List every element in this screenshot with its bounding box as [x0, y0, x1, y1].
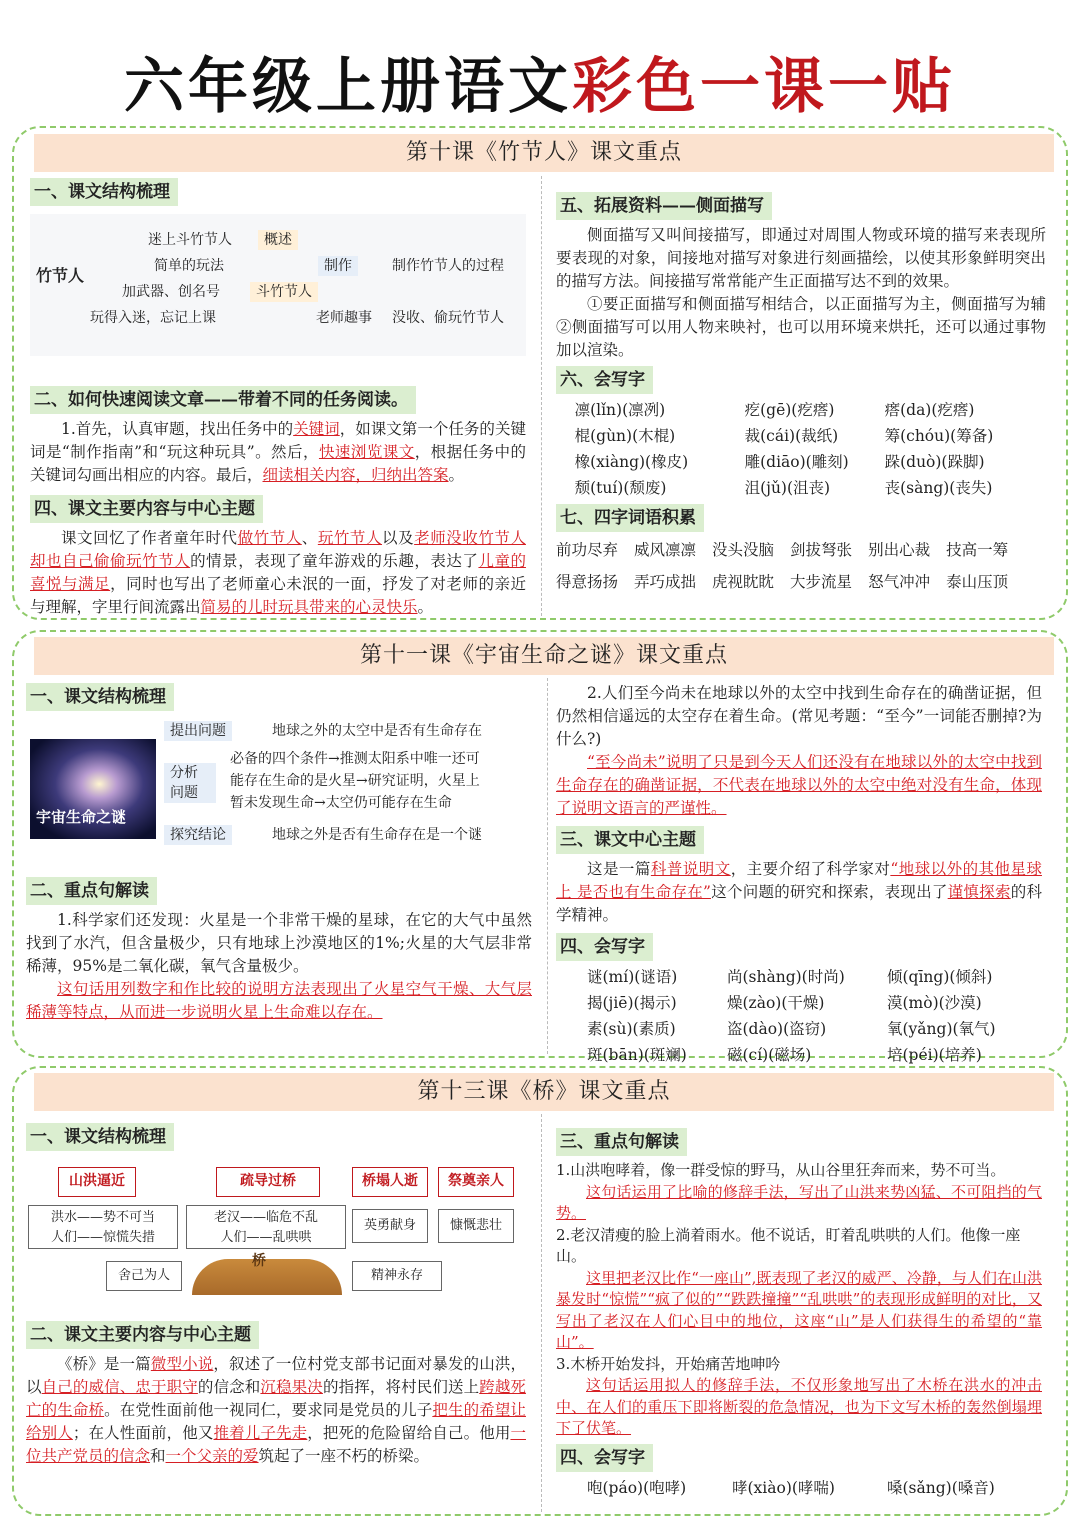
text: 盗(dào)(盗窃)	[727, 1020, 827, 1038]
sentence: 2.老汉清瘦的脸上淌着雨水。他不说话，盯着乱哄哄的人们。他像一座山。	[556, 1225, 1021, 1265]
text: 六年级上册语文	[124, 52, 572, 122]
text: 做竹节人	[237, 529, 302, 547]
text: 推着儿子先走	[213, 1424, 308, 1442]
text: 关键词	[293, 420, 340, 438]
diagram-node: 迷上斗竹节人	[148, 232, 232, 248]
galaxy-caption: 宇宙生命之谜	[36, 808, 127, 826]
section-heading: 六、会写字	[556, 366, 653, 394]
text: 凛(lǐn)(凛冽)	[574, 401, 666, 419]
text: 的信念和	[197, 1378, 261, 1396]
diagram-box: 山洪逼近	[58, 1167, 136, 1197]
diagram-node: 暂未发现生命→太空仍可能存在生命	[230, 795, 452, 811]
text: 跨越死亡的生命桥	[26, 1378, 526, 1419]
text: 和	[150, 1447, 166, 1465]
text: 揭(jiē)(揭示)	[587, 994, 677, 1012]
lesson13-left	[26, 1121, 526, 1468]
lesson11-left	[26, 681, 532, 1024]
diagram-node: 加武器、创名号	[122, 284, 220, 300]
text: 素(sù)(素质)	[587, 1020, 676, 1038]
section-heading: 一、课文结构梳理	[26, 1123, 174, 1151]
diagram-node: 简单的玩法	[154, 258, 224, 274]
lesson11-banner: 第十一课《宇宙生命之谜》课文重点	[34, 637, 1054, 675]
diagram-box: 慷慨悲壮	[438, 1209, 514, 1243]
diagram-node: 地球之外是否有生命存在是一个谜	[272, 827, 482, 843]
text: 。	[448, 466, 465, 484]
section-heading: 四、课文主要内容与中心主题	[30, 495, 263, 523]
paragraph	[556, 858, 1042, 927]
diagram-box	[28, 1205, 178, 1249]
text: 跺(duò)(跺脚)	[884, 453, 985, 471]
paragraph-red: 这句话用列数字和作比较的说明方法表现出了火星空气干燥、大气层稀薄等特点，从而进一步说明火星上生命难以存在。	[26, 980, 532, 1021]
layout-block	[541, 1114, 542, 1512]
text: 课文回忆了作者童年时代	[61, 529, 238, 547]
text: 培(péi)(培养)	[887, 1046, 982, 1064]
idiom-list	[556, 536, 1046, 596]
diagram-box: 桥塌人逝	[352, 1167, 428, 1197]
diagram-tag: 概述	[258, 230, 298, 250]
text: 弄巧成拙	[634, 573, 697, 591]
paragraph	[30, 527, 526, 619]
lesson10-banner: 第十课《竹节人》课文重点	[34, 134, 1054, 172]
text: 棍(gùn)(木棍)	[574, 427, 676, 445]
diagram-root: 竹节人	[36, 266, 85, 285]
diagram-box: 疏导过桥	[216, 1167, 320, 1197]
text: 洪水——势不可当	[50, 1210, 155, 1225]
text: 哮(xiào)(哮喘)	[732, 1478, 835, 1497]
section-heading: 四、会写字	[556, 933, 653, 961]
text: 细读相关内容，归纳出答案	[262, 466, 449, 484]
section-heading: 二、如何快速阅读文章——带着不同的任务阅读。	[30, 386, 416, 414]
text: 谜(mí)(谜语)	[587, 968, 678, 986]
text: 虎视眈眈	[712, 573, 775, 591]
text: 丧(sàng)(丧失)	[884, 479, 993, 497]
text: 玩竹节人	[317, 529, 383, 547]
text: 的指挥，将村民们送上	[322, 1378, 480, 1396]
text: 科普说明文	[650, 860, 731, 878]
text: 剑拔弩张	[790, 541, 853, 559]
text: 这个问题的研究和探索，表现出了	[710, 883, 948, 901]
diagram-node: 制作	[318, 256, 358, 276]
diagram-node: 玩得入迷，忘记上课	[90, 310, 216, 326]
text: 人们——惊慌失措	[50, 1230, 155, 1245]
text: 橡(xiàng)(橡皮)	[574, 453, 689, 471]
text: 疙(gē)(疙瘩)	[744, 401, 835, 419]
char-grid	[587, 1476, 1042, 1500]
char-grid	[575, 398, 1046, 500]
structure-diagram	[26, 721, 532, 871]
text: ，把死的危险留给自己。他用	[307, 1424, 511, 1442]
lesson13-banner: 第十三课《桥》课文重点	[34, 1073, 1054, 1111]
diagram-node: 地球之外的太空中是否有生命存在	[272, 723, 482, 739]
text: ；在人性面前，他又	[72, 1424, 214, 1442]
paragraph	[30, 418, 526, 487]
lesson11-right	[556, 682, 1042, 1067]
char-grid	[587, 965, 1042, 1067]
text: 这是一篇	[587, 860, 651, 878]
text: 。	[417, 598, 434, 616]
text: ，主要介绍了科学家对	[730, 860, 891, 878]
text: 快速浏览课文	[318, 443, 415, 461]
section-heading: 四、会写字	[556, 1444, 653, 1472]
section-heading: 五、拓展资料——侧面描写	[556, 192, 772, 220]
paragraph: ①要正面描写和侧面描写相结合，以正面描写为主，侧面描写为辅②侧面描写可以用人物来映衬，也可以用环境来烘托，还可以通过事物加以渲染。	[556, 295, 1046, 359]
text: 磁(cí)(磁场)	[727, 1046, 812, 1064]
section-heading: 七、四字词语积累	[556, 504, 704, 532]
section-heading: 一、课文结构梳理	[26, 683, 174, 711]
section-heading: 二、重点句解读	[26, 877, 157, 905]
diagram-box: 舍己为人	[106, 1261, 182, 1291]
text: 没头没脑	[712, 541, 775, 559]
sentence: 3.木桥开始发抖，开始痛苦地呻吟	[556, 1354, 781, 1373]
text: 儿童的喜悦与满足	[30, 552, 526, 593]
text: 微型小说	[150, 1355, 214, 1373]
text: 筑起了一座不朽的桥梁。	[258, 1447, 430, 1465]
structure-diagram	[26, 1161, 526, 1311]
text: 咆(páo)(咆哮)	[587, 1478, 687, 1497]
diagram-tag: 斗竹节人	[250, 282, 318, 302]
text: ，叙述了一位村党支部书记面对暴发的山洪，以	[26, 1355, 526, 1396]
text: 的科学精神。	[556, 883, 1042, 924]
text: 斑(bān)(斑斓)	[587, 1046, 687, 1064]
paragraph: 1.科学家们还发现：火星是一个非常干燥的星球，在它的大气中虽然找到了水汽，但含量极少，只有地球上沙漠地区的1%;火星的大气层非常稀薄，95%是二氧化碳，氧气含量极少。	[26, 911, 532, 975]
diagram-node: 能存在生命的是火星→研究证明，火星上	[230, 773, 480, 789]
text: 、	[301, 529, 318, 547]
diagram-node: 分析问题	[164, 763, 216, 803]
text: ，根据任务中的关键词勾画出相应的内容。最后，	[30, 443, 526, 484]
layout-block	[547, 678, 548, 1054]
text: 一位共产党员的信念	[26, 1424, 526, 1465]
text: 泰山压顶	[946, 573, 1009, 591]
paragraph-red: “至今尚未”说明了只是到今天人们还没有在地球以外的太空中找到生命存在的确凿证据，不代表在地球以外的太空中绝对没有生命，体现了说明文语言的严谨性。	[556, 753, 1042, 817]
structure-diagram	[30, 214, 526, 356]
diagram-box	[186, 1205, 346, 1249]
text: 大步流星	[790, 573, 853, 591]
diagram-box: 祭奠亲人	[438, 1167, 514, 1197]
text: 怒气冲冲	[868, 573, 931, 591]
text: 1.首先，认真审题，找出任务中的	[61, 420, 294, 438]
lesson10-right	[556, 190, 1046, 596]
text: 嗓(sǎng)(嗓音)	[887, 1478, 995, 1497]
text: 老师没收竹节人却也自己偷偷玩竹节人	[30, 529, 526, 570]
text: 雕(diāo)(雕刻)	[744, 453, 849, 471]
text: ，同时也写出了老师童心未泯的一面，抒发了对老师的亲近与理解，字里行间流露出	[30, 575, 526, 616]
text: 以及	[382, 529, 415, 547]
text: 一个父亲的爱	[165, 1447, 259, 1465]
text: 燥(zào)(干燥)	[727, 994, 825, 1012]
sentence-analysis: 这句话运用了比喻的修辞手法，写出了山洪来势凶猛、不可阻挡的气势。	[556, 1182, 1042, 1222]
text: 自己的威信、忠于职守	[41, 1378, 198, 1396]
section-heading: 三、课文中心主题	[556, 826, 704, 854]
text: 颓(tuí)(颓废)	[574, 479, 667, 497]
section-heading: 三、重点句解读	[556, 1128, 687, 1156]
sentence: 1.山洪咆哮着，像一群受惊的野马，从山谷里狂奔而来，势不可当。	[556, 1161, 1006, 1179]
text: 彩色一课一贴	[572, 52, 956, 122]
text: 筹(chóu)(筹备)	[884, 427, 994, 445]
page-title	[0, 42, 1080, 132]
text: 《桥》是一篇	[57, 1355, 151, 1373]
section-heading: 一、课文结构梳理	[30, 178, 178, 206]
lesson13-right	[556, 1126, 1042, 1500]
section-heading: 二、课文主要内容与中心主题	[26, 1321, 259, 1349]
text: 别出心裁	[868, 541, 931, 559]
diagram-node: 老师趣事	[316, 310, 372, 326]
text: 氧(yǎng)(氧气)	[887, 1020, 996, 1038]
text: 沮(jǔ)(沮丧)	[744, 479, 831, 497]
diagram-box: 英勇献身	[352, 1209, 428, 1243]
sentence-analysis: 这里把老汉比作“一座山”,既表现了老汉的威严、冷静，与人们在山洪暴发时“惊慌”“疯了似的”“跌跌撞撞”“乱哄哄”的表现形成鲜明的对比，又写出了老汉在人们心目中的地位，这座“山”是人们获得生的希望的“靠山”。	[556, 1268, 1042, 1351]
layout-block	[541, 176, 542, 616]
diagram-box: 精神永存	[352, 1261, 442, 1291]
diagram-node: 探究结论	[164, 825, 232, 845]
bridge-image	[192, 1259, 342, 1295]
text: 的情景，表现了童年游戏的乐趣，表达了	[190, 552, 479, 570]
diagram-node: 提出问题	[164, 721, 232, 741]
diagram-node: 没收、偷玩竹节人	[392, 310, 504, 326]
text: 尚(shàng)(时尚)	[727, 968, 845, 986]
text: 沉稳果决	[260, 1378, 323, 1396]
text: 把生的希望让给别人	[26, 1401, 526, 1442]
paragraph	[26, 1353, 526, 1468]
text: 威风凛凛	[634, 541, 697, 559]
text: 老汉——临危不乱	[213, 1210, 318, 1225]
text: ，如课文第一个任务的关键词是“制作指南”和“玩这种玩具”。然后，	[30, 420, 526, 461]
layout-block	[30, 356, 526, 384]
text: 谨慎探索	[947, 883, 1011, 901]
text: 裁(cái)(裁纸)	[744, 427, 839, 445]
text: 得意扬扬	[556, 573, 619, 591]
bridge-label: 桥	[252, 1253, 266, 1269]
text: 瘩(da)(疙瘩)	[884, 401, 975, 419]
paragraph: 2.人们至今尚未在地球以外的太空中找到生命存在的确凿证据，但仍然相信遥远的太空存在着生命。(常见考题：“至今”一词能否删掉?为什么?)	[556, 684, 1042, 748]
diagram-node: 必备的四个条件→推测太阳系中唯一还可	[230, 751, 480, 767]
text: 人们——乱哄哄	[220, 1230, 312, 1245]
text: “地球以外的其他星球上 是否也有生命存在”	[556, 860, 1042, 901]
sentence-analysis: 这句话运用拟人的修辞手法，不仅形象地写出了木桥在洪水的冲击中、在人们的重压下即将断裂的危急情况，也为下文写木桥的轰然倒塌埋下了伏笔。	[556, 1376, 1042, 1437]
paragraph: 侧面描写又叫间接描写，即通过对周围人物或环境的描写来表现所要表现的对象，间接地对描写对象进行刻画描绘，以使其形象鲜明突出的描写方法。间接描写常常能产生正面描写达不到的效果。	[556, 226, 1046, 290]
text: 倾(qīng)(倾斜)	[887, 968, 993, 986]
text: 技高一筹	[946, 541, 1009, 559]
text: 。在党性面前他一视同仁，要求同是党员的儿子	[104, 1401, 433, 1419]
text: 简易的儿时玩具带来的心灵快乐	[200, 598, 418, 616]
lesson10-left	[30, 176, 526, 619]
diagram-node: 制作竹节人的过程	[392, 258, 504, 274]
text: 前功尽弃	[556, 541, 619, 559]
text: 漠(mò)(沙漠)	[887, 994, 982, 1012]
